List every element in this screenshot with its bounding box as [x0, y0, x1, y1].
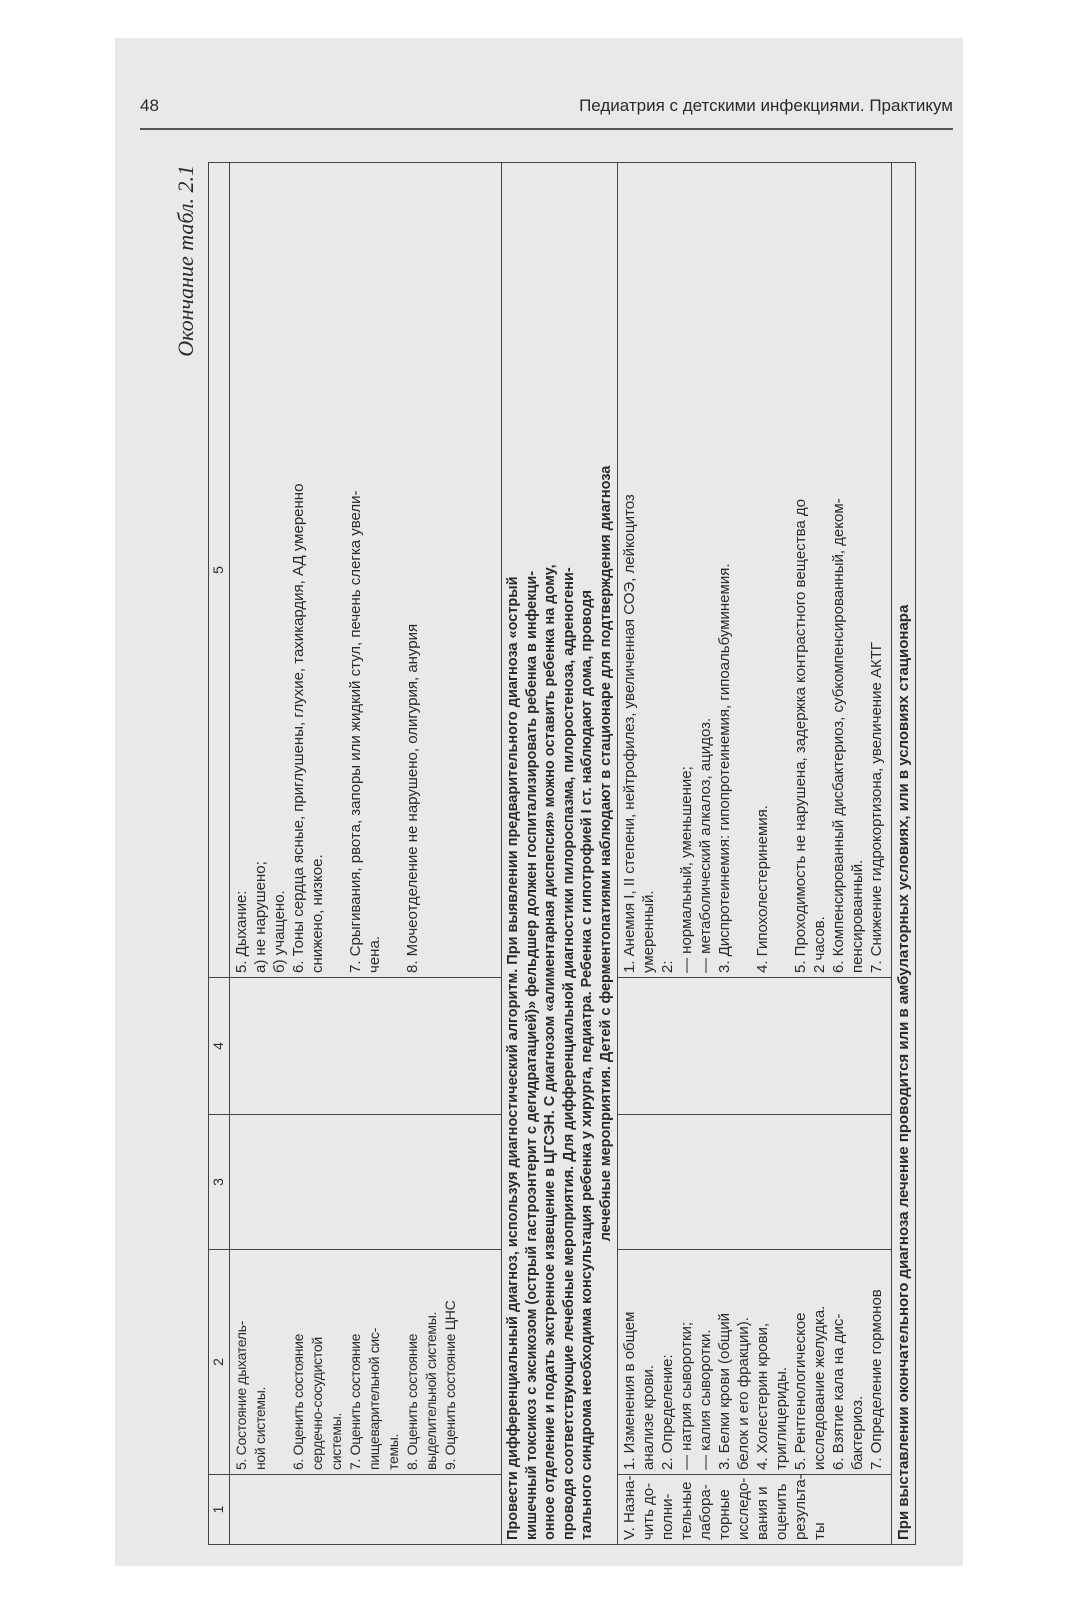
- blank-line: [734, 167, 753, 973]
- column-header: 1: [209, 1475, 230, 1545]
- blank-line: [384, 167, 403, 973]
- text-line: 7. Срыгивания, рвота, запоры или жидкий стул, печень слегка увели-: [347, 490, 364, 973]
- text-line: 6. Тоны сердца ясные, приглушены, глухие, тахикардия, АД умеренно: [290, 483, 307, 973]
- text-line: 7. Снижение гидрокортизона, увеличение АКТГ: [868, 642, 885, 973]
- text-line: 6. Компенсированный дисбактериоз, субкомпенсированный, деком-: [830, 498, 847, 973]
- text-line: чить до-: [640, 1482, 657, 1540]
- text-line: оценить: [773, 1483, 790, 1540]
- text-line: 2:: [659, 960, 676, 973]
- text-line: 4. Гипохолестеринемия.: [754, 805, 771, 973]
- text-line: 4. Холестерин крови,: [754, 1322, 771, 1470]
- text-line: чена.: [366, 936, 383, 973]
- column-header: 5: [209, 163, 230, 978]
- text-line: V. Назна-: [621, 1475, 638, 1540]
- row2-col2: [618, 1250, 892, 1475]
- rotated-table-area: [166, 163, 920, 1545]
- text-line: кишечный токсикоз с эксикозом (острый гастроэнтерит с дегидратацией)» фельдшер должен госпитализировать ребенка в инфекци-: [523, 570, 540, 1540]
- text-line: 5. Рентгенологическое: [792, 1312, 809, 1470]
- text-line: 5. Дыхание:: [233, 890, 250, 973]
- text-line: триглицериды.: [773, 1366, 790, 1470]
- table-row: [618, 163, 892, 1545]
- column-header: 2: [209, 1250, 230, 1475]
- text-line: 9. Оценить состояние ЦНС: [442, 1300, 458, 1470]
- text-line: 6. Оценить состояние: [290, 1333, 306, 1470]
- text-line: — натрия сыворотки;: [678, 1321, 695, 1470]
- table-row: [230, 163, 502, 1545]
- algorithm-paragraph: [502, 163, 618, 1545]
- text-line: лабора-: [697, 1484, 714, 1540]
- blank-line: [772, 167, 791, 973]
- text-line: Провести дифференциальный диагноз, используя диагностический алгоритм. При выявлении предварительного диагноза «острый: [505, 576, 521, 1540]
- text-line: системы.: [328, 1412, 344, 1470]
- text-line: 6. Взятие кала на дис-: [830, 1313, 847, 1470]
- text-line: исследование желудка.: [811, 1305, 828, 1470]
- table-caption: Окончание табл. 2.1: [173, 165, 198, 357]
- text-line: вания и: [754, 1486, 771, 1540]
- text-line: — калия сыворотки.: [697, 1329, 714, 1470]
- text-line: 7. Определение гормонов: [868, 1289, 885, 1470]
- text-line: умеренный.: [640, 890, 657, 973]
- text-line: бактериоз.: [849, 1395, 866, 1470]
- text-line: онное отделение и подать экстренное извещение в ЦГСЭН. С диагнозом «алиментарная диспепсия» можно оставить ребенка на дому,: [542, 564, 558, 1540]
- text-line: 3. Белки крови (общий: [716, 1312, 733, 1470]
- row2-col5: [618, 163, 892, 978]
- row1-col4: [230, 978, 502, 1115]
- table-row: [502, 163, 618, 1545]
- text-line: выделительной системы.: [423, 1311, 439, 1470]
- row1-col5: [230, 163, 502, 978]
- text-line: белок и его фракции).: [735, 1317, 752, 1470]
- row2-col1: [618, 1475, 892, 1545]
- table: [208, 162, 916, 1545]
- column-header: 3: [209, 1115, 230, 1250]
- text-line: тельные: [678, 1481, 695, 1540]
- text-line: пенсированный.: [849, 859, 866, 973]
- text-line: б) учащено.: [271, 890, 288, 973]
- text-line: проводя соответствующие лечебные мероприятия. Для дифференциальной диагностики пилороспазма, пилоростеноза, адреногени-: [560, 567, 577, 1540]
- text-line: 5. Состояние дыхатель-: [233, 1321, 249, 1470]
- row1-col3: [230, 1115, 502, 1250]
- text-line: снижено, низкое.: [309, 854, 326, 973]
- row1-col2: [230, 1250, 502, 1475]
- text-line: исследо-: [735, 1477, 752, 1540]
- text-line: — метаболический алкалоз, ацидоз.: [697, 717, 714, 973]
- text-line: темы.: [385, 1433, 401, 1470]
- row2-col4: [618, 978, 892, 1115]
- text-line: а) не нарушено;: [252, 861, 269, 973]
- page-number: 48: [140, 96, 159, 115]
- text-line: ной системы.: [252, 1386, 268, 1470]
- text-line: 7. Оценить состояние: [347, 1333, 363, 1470]
- text-line: пищеварительной сис-: [366, 1328, 382, 1470]
- text-line: сердечно-сосудистой: [309, 1337, 325, 1470]
- text-line: 2 часов.: [811, 916, 828, 973]
- text-line: лечебные мероприятия. Детей с ферментопатиями наблюдают в стационаре для подтверждения диагноза: [597, 465, 614, 1242]
- text-line: 8. Мочеотделение не нарушено, олигурия, анурия: [404, 623, 421, 973]
- text-line: анализе крови.: [640, 1364, 657, 1470]
- text-line: тального синдрома необходима консультация ребенка у хирурга, педиатра. Ребенка с гипотрофией I ст. наблюдают дома, проводя: [579, 590, 595, 1540]
- text-line: ты: [811, 1522, 828, 1540]
- table-row: [892, 163, 916, 1545]
- table-footer-note: При выставлении окончательного диагноза лечение проводится или в амбулаторных условиях, или в условиях стационара: [892, 163, 916, 1545]
- text-line: 1. Изменения в общем: [621, 1311, 638, 1470]
- header-rule: [140, 128, 953, 130]
- column-header: 4: [209, 978, 230, 1115]
- text-line: 2. Определение:: [659, 1354, 676, 1470]
- text-line: торные: [716, 1489, 733, 1540]
- text-line: 3. Диспротеинемия: гипопротеинемия, гипоальбуминемия.: [716, 563, 733, 973]
- text-line: — нормальный, уменьшение;: [678, 766, 695, 973]
- row1-col1: [230, 1475, 502, 1545]
- text-line: 1. Анемия I, II степени, нейтрофилез, увеличенная СОЭ, лейкоцитоз: [621, 494, 638, 973]
- text-line: 5. Проходимость не нарушена, задержка контрастного вещества до: [792, 499, 809, 973]
- text-line: результа-: [792, 1474, 809, 1540]
- table-header-row: [209, 163, 230, 1545]
- text-line: 8. Оценить состояние: [404, 1333, 420, 1470]
- blank-line: [270, 1254, 289, 1470]
- blank-line: [327, 167, 346, 973]
- row2-col3: [618, 1115, 892, 1250]
- running-head: Педиатрия с детскими инфекциями. Практикум: [579, 96, 953, 115]
- text-line: полни-: [659, 1493, 676, 1540]
